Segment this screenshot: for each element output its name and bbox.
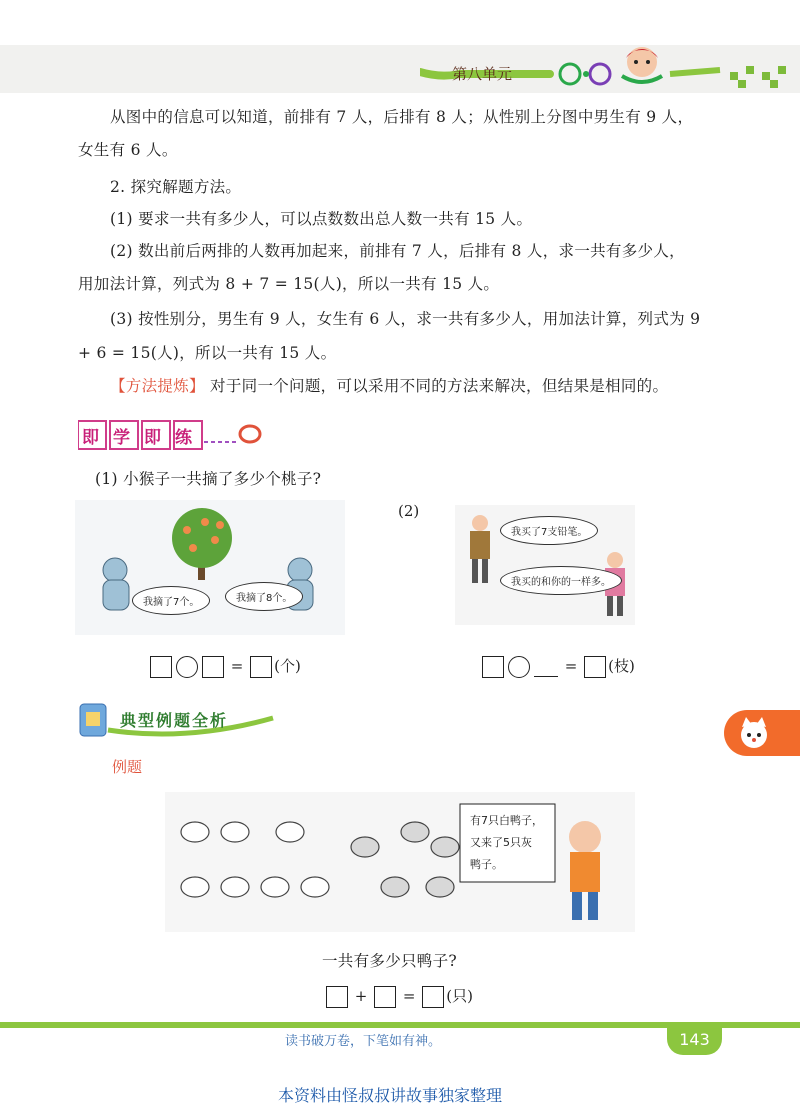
- paragraph-1a: 从图中的信息可以知道，前排有 7 人，后排有 8 人；从性别上分图中男生有 9 人，: [110, 108, 694, 126]
- footer-motto: 读书破万卷，下笔如有神。: [285, 1034, 442, 1049]
- girl-mascot-icon: [612, 40, 672, 88]
- answer-box[interactable]: [482, 656, 504, 678]
- side-tab: [724, 710, 800, 756]
- paragraph-3: (1) 要求一共有多少人，可以点数数出总人数一共有 15 人。: [110, 210, 533, 228]
- kid-bubble-1: 我买了7支铅笔。: [500, 516, 598, 545]
- answer-box[interactable]: [250, 656, 272, 678]
- paragraph-1b: 女生有 6 人。: [78, 141, 178, 159]
- practice-equation-2: [480, 655, 635, 678]
- example-equation: [324, 985, 473, 1008]
- monkey-bubble-1: 我摘了7个。: [132, 586, 210, 615]
- operator-circle[interactable]: [176, 656, 198, 678]
- ducks-image: [165, 792, 635, 932]
- answer-box[interactable]: [202, 656, 224, 678]
- method-tip: [110, 373, 668, 399]
- paragraph-2: 2. 探究解题方法。: [110, 178, 242, 196]
- example-question: 一共有多少只鸭子?: [322, 952, 458, 970]
- method-tip-label: 【方法提炼】: [110, 377, 205, 395]
- boy-speech-box: [470, 810, 543, 876]
- paragraph-4b: 用加法计算，列式为 8 + 7 = 15(人)，所以一共有 15 人。: [78, 275, 500, 293]
- speech-line: 鸭子。: [470, 858, 503, 871]
- unit-label: (只): [446, 987, 473, 1005]
- credit-line: 本资料由怪叔叔讲故事独家整理: [278, 1086, 503, 1105]
- method-tip-text: 对于同一个问题，可以采用不同的方法来解决，但结果是相同的。: [210, 377, 669, 395]
- page-number: 143: [667, 1025, 722, 1055]
- monkey-bubble-2: 我摘了8个。: [225, 582, 303, 611]
- practice-q2-label: (2): [398, 502, 420, 520]
- paragraph-5a: (3) 按性别分，男生有 9 人，女生有 6 人，求一共有多少人，用加法计算，列式为 9: [110, 310, 701, 328]
- practice-banner-text: 即学即练: [82, 428, 206, 448]
- answer-blank[interactable]: [534, 658, 558, 677]
- speech-line: 又来了5只灰: [470, 836, 532, 849]
- monkey-picking-peaches-image: [75, 500, 345, 635]
- answer-box[interactable]: [584, 656, 606, 678]
- practice-equation-1: [148, 655, 301, 678]
- unit-label: (个): [274, 657, 301, 675]
- equals-sign: =: [230, 657, 244, 675]
- plus-sign: +: [354, 987, 368, 1005]
- paragraph-4a: (2) 数出前后两排的人数再加起来，前排有 7 人，后排有 8 人，求一共有多少人，: [110, 242, 685, 260]
- paragraph-5b: + 6 = 15(人)，所以一共有 15 人。: [78, 344, 337, 362]
- example-label: 例题: [112, 758, 143, 776]
- answer-box[interactable]: [150, 656, 172, 678]
- speech-line: 有7只白鸭子，: [470, 814, 543, 827]
- cat-face-icon: [734, 713, 774, 753]
- answer-box[interactable]: [374, 986, 396, 1008]
- answer-box[interactable]: [326, 986, 348, 1008]
- example-banner-text: 典型例题全析: [120, 711, 229, 730]
- operator-circle[interactable]: [508, 656, 530, 678]
- equals-sign: =: [564, 657, 578, 675]
- kid-bubble-2: 我买的和你的一样多。: [500, 566, 622, 595]
- practice-q1: (1) 小猴子一共摘了多少个桃子?: [95, 470, 322, 488]
- equals-sign: =: [402, 987, 416, 1005]
- unit-label: (枝): [608, 657, 635, 675]
- answer-box[interactable]: [422, 986, 444, 1008]
- unit-title: 第八单元: [452, 65, 513, 83]
